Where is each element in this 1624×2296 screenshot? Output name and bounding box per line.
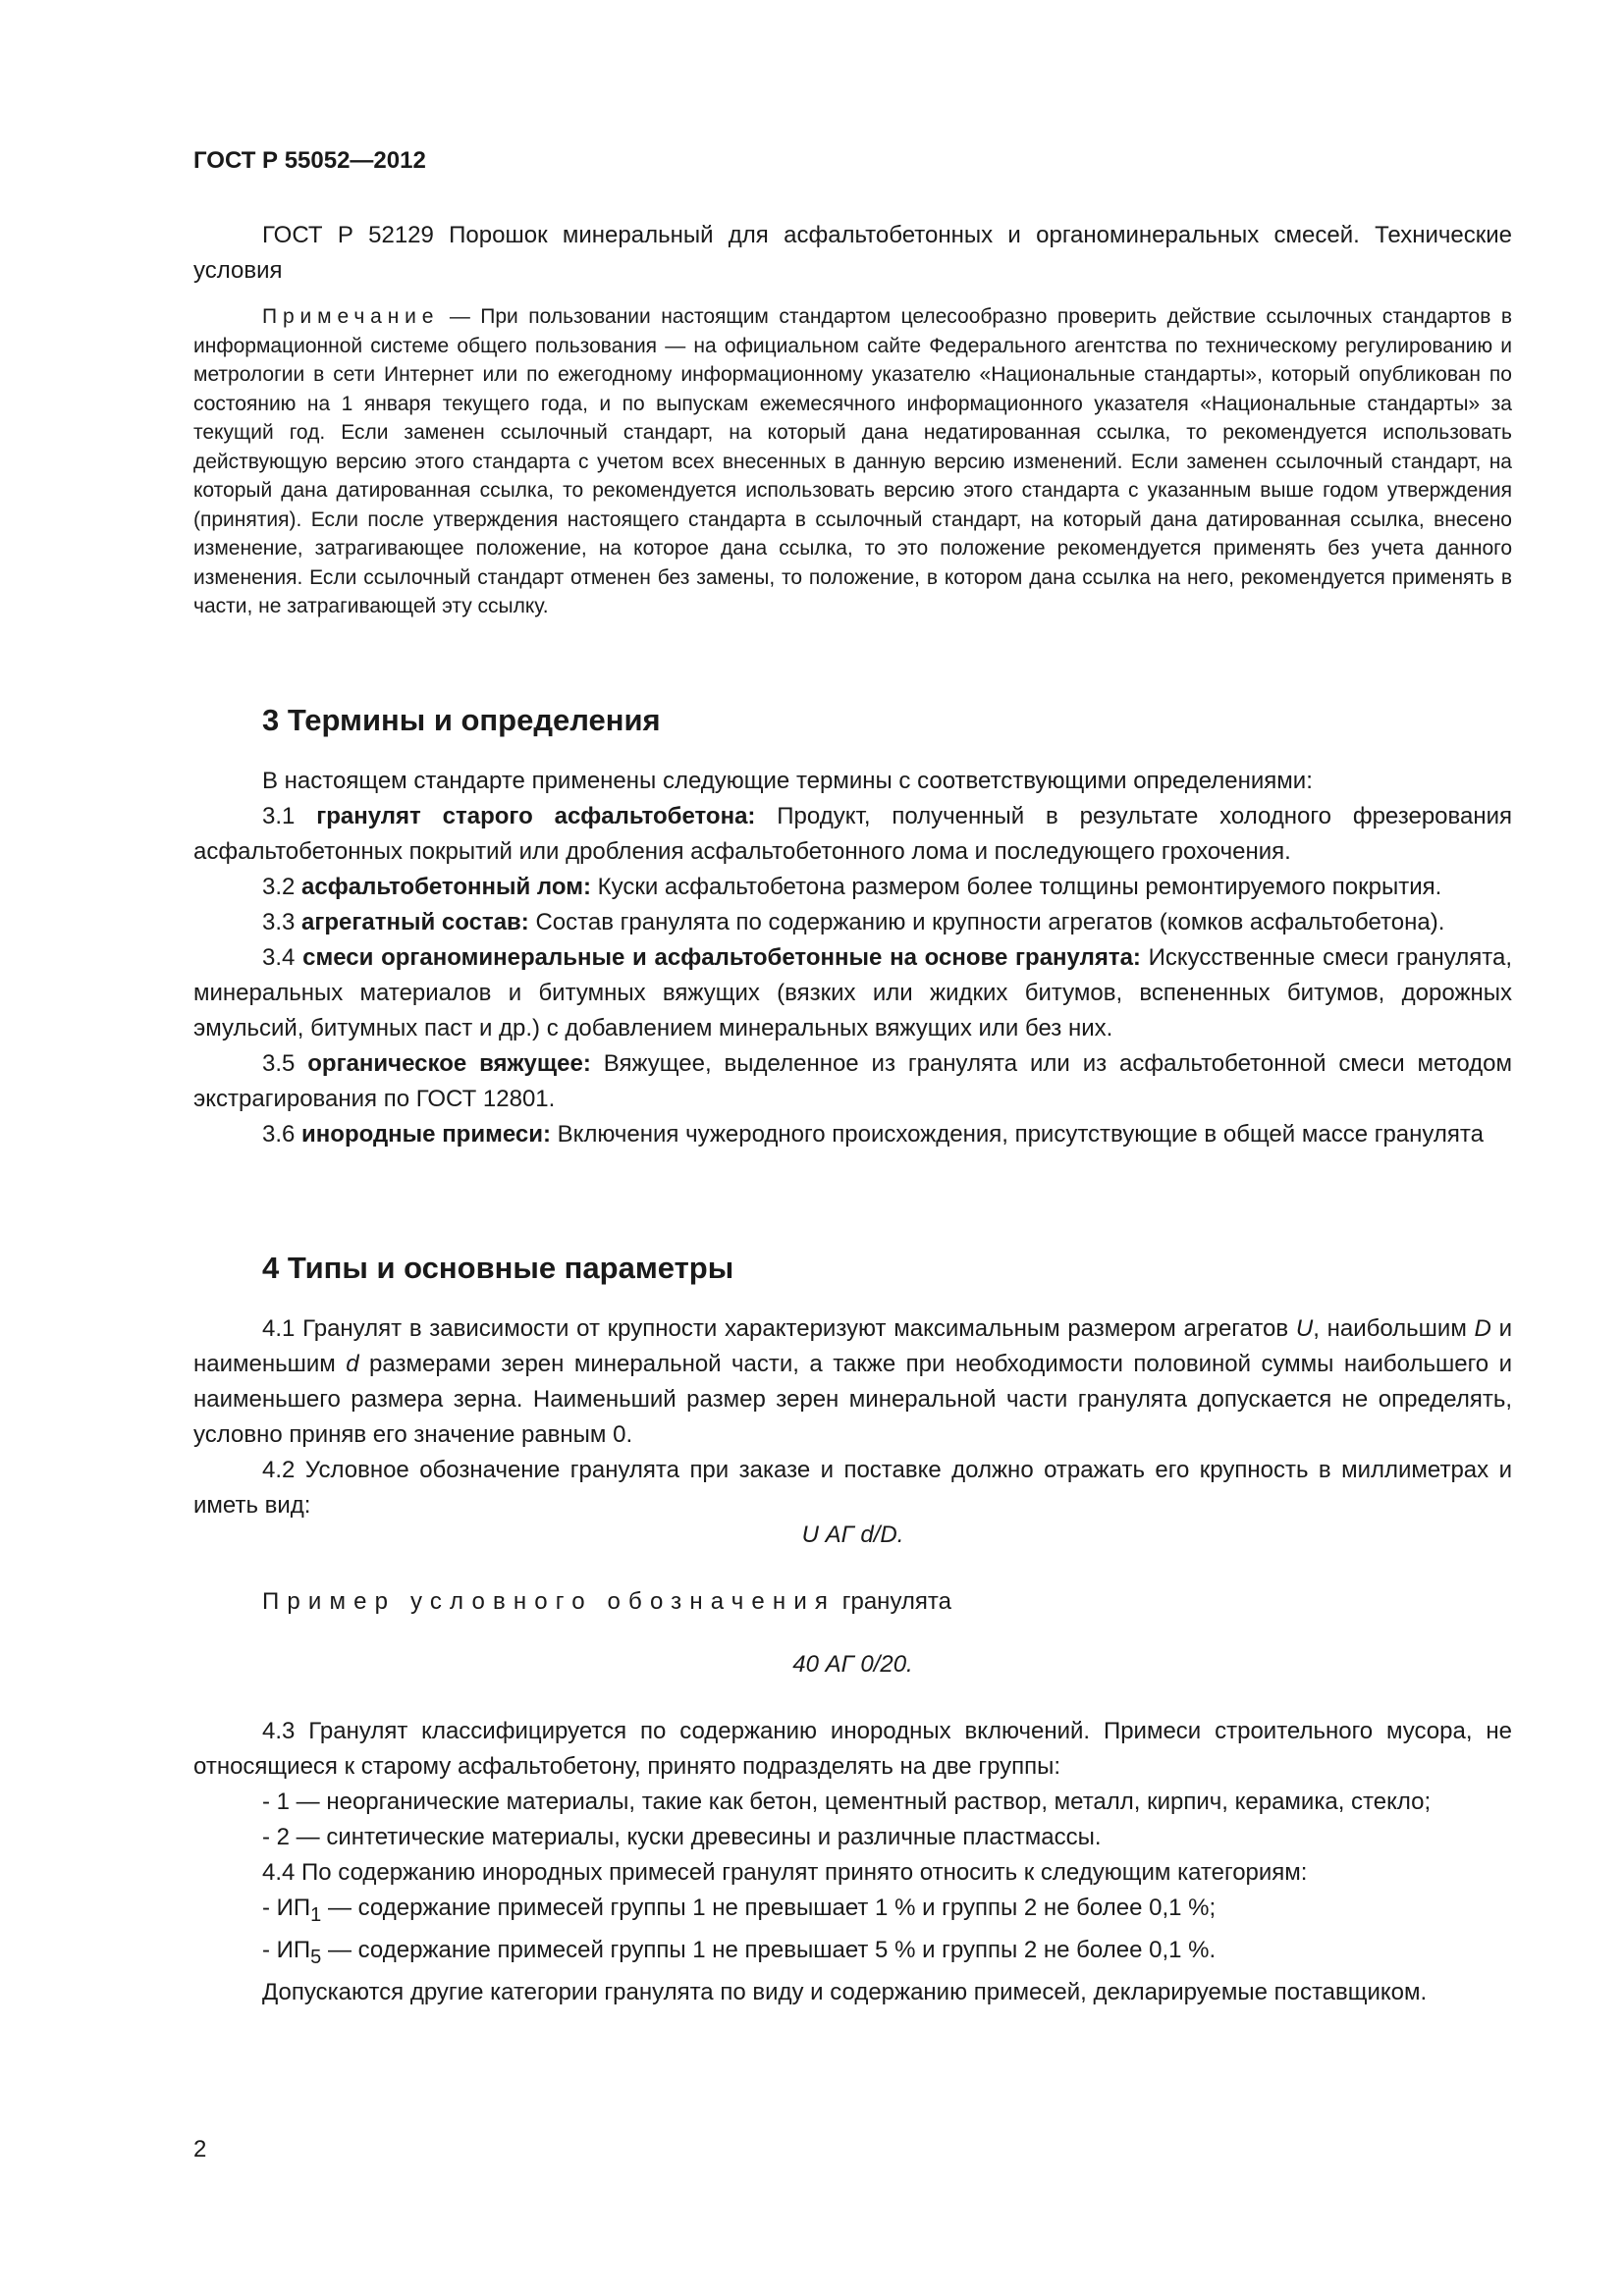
designation-formula: U АГ d/D. bbox=[801, 1522, 904, 1548]
paragraph-4-2: 4.2 Условное обозначение гранулята при заказе и поставке должно отражать его крупность в миллиметрах и иметь вид: bbox=[193, 1457, 1512, 1519]
p41-text-a: 4.1 Гранулят в зависимости от крупности характеризуют максимальным размером агрегатов bbox=[262, 1315, 1296, 1342]
term-name: агрегатный состав: bbox=[301, 909, 529, 935]
ip5-text: — содержание примесей группы 1 не превышает 5 % и группы 2 не более 0,1 %. bbox=[321, 1936, 1217, 1963]
term-name: гранулят старого асфальтобетона: bbox=[316, 803, 756, 829]
term-definition: Куски асфальтобетона размером более толщины ремонтируемого покрытия. bbox=[590, 874, 1442, 900]
term-name: смеси органоминеральные и асфальтобетонные на основе гранулята: bbox=[302, 944, 1141, 971]
note-text: — При пользовании настоящим стандартом целесообразно проверить действие ссылочных стандартов в информационной системе общего пользования — на официальном сайте Федерального агентства по техническому регулированию и метрологии в сети Интернет или по ежегодному информационному указателю «Национальные стандарты», который опубликован по состоянию на 1 января текущего года, и по выпускам ежемесячного информационного указателя «Национальные стандарты» за текущий год. Если заменен ссылочный стандарт, на который дана недатированная ссылка, то рекомендуется использовать действующую версию этого стандарта с учетом всех внесенных в данную версию изменений. Если заменен ссылочный стандарт, на который дана датированная ссылка, то рекомендуется использовать версию этого стандарта с указанным выше годом утверждения (принятия). Если после утверждения настоящего стандарта в ссылочный стандарт, на который дана датированная ссылка, внесено изменение, затрагивающее положение, на которое дана ссылка, то это положение рекомендуется применять без учета данного изменения. Если ссылочный стандарт отменен без замены, то положение, в котором дана ссылка на него, рекомендуется применять в части, не затрагивающей эту ссылку. bbox=[193, 305, 1512, 617]
example-word: гранулята bbox=[841, 1588, 951, 1615]
section-3-title: 3 Термины и определения bbox=[262, 703, 661, 737]
term-name: инородные примеси: bbox=[301, 1121, 551, 1148]
symbol-D: D bbox=[1474, 1315, 1491, 1342]
term-number: 3.5 bbox=[262, 1050, 308, 1077]
section-4-body-top bbox=[193, 1311, 1512, 1523]
symbol-d: d bbox=[346, 1351, 359, 1377]
paragraph-4-1 bbox=[193, 1311, 1512, 1453]
term-definition: Включения чужеродного происхождения, присутствующие в общей массе гранулята bbox=[550, 1121, 1484, 1148]
impurity-group-1: - 1 — неорганические материалы, такие как бетон, цементный раствор, металл, кирпич, керамика, стекло; bbox=[262, 1789, 1432, 1815]
term-number: 3.1 bbox=[262, 803, 317, 829]
section-3-body bbox=[193, 764, 1512, 1152]
ip5-prefix: - ИП bbox=[262, 1936, 311, 1963]
section-3-intro: В настоящем стандарте применены следующие термины с соответствующими определениями: bbox=[262, 768, 1313, 794]
term-number: 3.2 bbox=[262, 874, 302, 900]
term-definition: Продукт, полученный в результате холодного фрезерования асфальтобетонных покрытий или дробления асфальтобетонного лома и последующего грохочения. bbox=[193, 803, 1513, 865]
term-name: асфальтобетонный лом: bbox=[301, 874, 591, 900]
symbol-U: U bbox=[1295, 1315, 1314, 1342]
ip1-text: — содержание примесей группы 1 не превышает 1 % и группы 2 не более 0,1 %; bbox=[321, 1895, 1217, 1921]
category-ip5 bbox=[193, 1933, 1512, 1975]
term-3-2 bbox=[193, 870, 1512, 905]
paragraph-4-4: 4.4 По содержанию инородных примесей гранулят принято относить к следующим категориям: bbox=[262, 1859, 1308, 1886]
note-label: Примечание bbox=[262, 305, 440, 328]
note-paragraph bbox=[193, 302, 1512, 621]
other-categories-note: Допускаются другие категории гранулята по виду и содержанию примесей, декларируемые поставщиком. bbox=[262, 1978, 1428, 2005]
ip1-prefix: - ИП bbox=[262, 1895, 311, 1921]
example-heading bbox=[193, 1584, 1512, 1620]
term-3-6 bbox=[193, 1117, 1512, 1152]
ip1-subscript: 1 bbox=[310, 1903, 322, 1926]
designation-example: 40 АГ 0/20. bbox=[792, 1651, 913, 1678]
term-definition: Состав гранулята по содержанию и крупности агрегатов (комков асфальтобетона). bbox=[528, 909, 1445, 935]
term-number: 3.3 bbox=[262, 909, 302, 935]
paragraph-4-3: 4.3 Гранулят классифицируется по содержанию инородных включений. Примеси строительного мусора, не относящиеся к старому асфальтобетону, принято подразделять на две группы: bbox=[193, 1718, 1512, 1780]
term-3-1 bbox=[193, 799, 1512, 870]
reference-gost-52129: ГОСТ Р 52129 Порошок минеральный для асфальтобетонных и органоминеральных смесей. Технические условия bbox=[193, 222, 1512, 284]
page-number: 2 bbox=[193, 2136, 207, 2163]
document-header: ГОСТ Р 55052—2012 bbox=[193, 147, 426, 174]
term-name: органическое вяжущее: bbox=[307, 1050, 591, 1077]
term-number: 3.4 bbox=[262, 944, 303, 971]
impurity-group-2: - 2 — синтетические материалы, куски древесины и различные пластмассы. bbox=[262, 1824, 1102, 1850]
ip5-subscript: 5 bbox=[310, 1946, 322, 1968]
p41-text-b: , наибольшим bbox=[1313, 1315, 1475, 1342]
term-definition: Вяжущее, выделенное из гранулята или из асфальтобетонной смеси методом экстрагирования по ГОСТ 12801. bbox=[193, 1050, 1513, 1112]
section-4-body-bottom bbox=[193, 1714, 1512, 2010]
example-label: Пример условного обозначения bbox=[262, 1588, 837, 1615]
term-3-4 bbox=[193, 940, 1512, 1046]
term-number: 3.6 bbox=[262, 1121, 302, 1148]
term-3-5 bbox=[193, 1046, 1512, 1117]
section-4-title: 4 Типы и основные параметры bbox=[262, 1251, 734, 1285]
category-ip1 bbox=[193, 1891, 1512, 1933]
term-definition: Искусственные смеси гранулята, минеральных материалов и битумных вяжущих (вязких или жидких битумов, вспененных битумов, дорожных эмульсий, битумных паст и др.) с добавлением минеральных вяжущих или без них. bbox=[193, 944, 1512, 1041]
term-3-3 bbox=[193, 905, 1512, 940]
p41-text-e: размерами зерен минеральной части, а также при необходимости половиной суммы наибольшего и наименьшего размера зерна. Наименьший размер зерен минеральной части гранулята допускается не определять, условно приняв его значение равным 0. bbox=[193, 1351, 1512, 1448]
p41-text-c: и наименьшим bbox=[193, 1315, 1513, 1377]
